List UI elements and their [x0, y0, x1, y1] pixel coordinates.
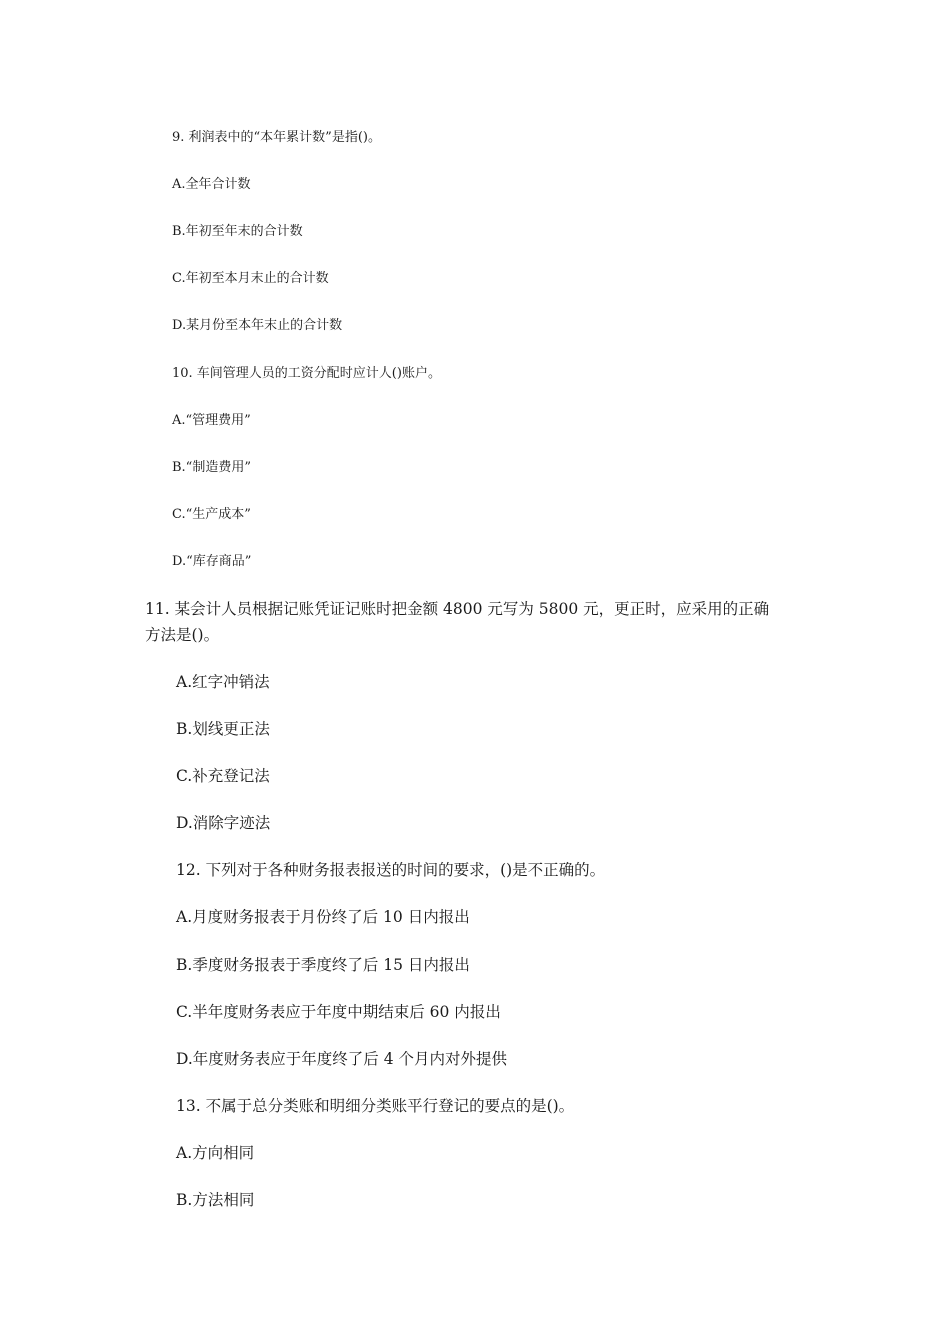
question-12-option-b: B.季度财务报表于季度终了后 15 日内报出	[176, 956, 470, 974]
question-9-option-b: B.年初至年末的合计数	[172, 224, 303, 239]
question-11-option-b: B.划线更正法	[176, 720, 270, 738]
question-11-stem-line2: 方法是()。	[145, 626, 220, 644]
question-11-option-c: C.补充登记法	[176, 767, 270, 785]
question-10-option-c: C.“生产成本”	[172, 507, 251, 522]
question-11-stem-line1: 11. 某会计人员根据记账凭证记账时把金额 4800 元写为 5800 元，更正时，应采用的正确	[145, 600, 770, 618]
question-12-option-c: C.半年度财务表应于年度中期结束后 60 内报出	[176, 1003, 501, 1021]
question-12-stem: 12. 下列对于各种财务报表报送的时间的要求，()是不正确的。	[176, 861, 606, 879]
question-10-option-b: B.“制造费用”	[172, 460, 251, 475]
question-9-option-c: C.年初至本月末止的合计数	[172, 271, 329, 286]
question-13-option-b: B.方法相同	[176, 1191, 255, 1209]
question-11-option-a: A.红字冲销法	[176, 673, 270, 691]
question-10-option-a: A.“管理费用”	[172, 413, 251, 428]
question-12-option-a: A.月度财务报表于月份终了后 10 日内报出	[176, 908, 470, 926]
question-10-option-d: D.“库存商品”	[172, 554, 252, 569]
question-13-option-a: A.方向相同	[176, 1144, 255, 1162]
question-11-option-d: D.消除字迹法	[176, 814, 271, 832]
question-10-stem: 10. 车间管理人员的工资分配时应计人()账户。	[172, 366, 441, 381]
question-12-option-d: D.年度财务表应于年度终了后 4 个月内对外提供	[176, 1050, 508, 1068]
question-9-option-d: D.某月份至本年末止的合计数	[172, 318, 343, 333]
question-9-stem: 9. 利润表中的“本年累计数”是指()。	[172, 130, 381, 145]
question-9-option-a: A.全年合计数	[172, 177, 251, 192]
question-13-stem: 13. 不属于总分类账和明细分类账平行登记的要点的是()。	[176, 1097, 575, 1115]
